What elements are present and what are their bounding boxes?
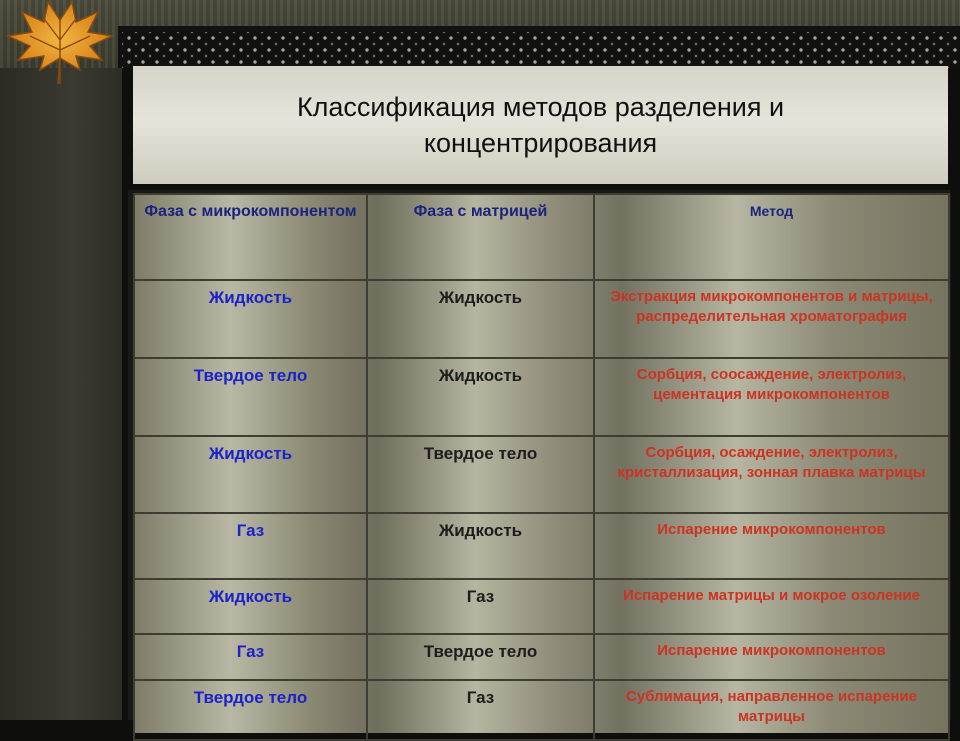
- cell-method: Экстракция микрокомпонентов и матрицы, распределительная хроматография: [594, 280, 949, 358]
- header-phase-micro: Фаза с микрокомпонентом: [134, 194, 367, 280]
- cell-phase-micro: Твердое тело: [134, 358, 367, 436]
- cell-phase-micro: Жидкость: [134, 436, 367, 513]
- cell-phase-matrix: Жидкость: [367, 358, 594, 436]
- cell-method: Сорбция, соосаждение, электролиз, цементация микрокомпонентов: [594, 358, 949, 436]
- cell-method: Сублимация, направленное испарение матрицы: [594, 680, 949, 740]
- cell-phase-matrix: Газ: [367, 680, 594, 740]
- cell-phase-matrix: Газ: [367, 579, 594, 634]
- table-row: [134, 513, 949, 579]
- table-row: [134, 358, 949, 436]
- cell-method: Испарение микрокомпонентов: [594, 513, 949, 579]
- autumn-leaf-icon: [0, 0, 120, 90]
- cell-phase-micro: Газ: [134, 513, 367, 579]
- table-row: [134, 436, 949, 513]
- cell-phase-micro: Жидкость: [134, 579, 367, 634]
- header-method: Метод: [594, 194, 949, 280]
- cell-phase-micro: Твердое тело: [134, 680, 367, 740]
- cell-method: Сорбция, осаждение, электролиз, кристаллизация, зонная плавка матрицы: [594, 436, 949, 513]
- table-header-row: [134, 194, 949, 280]
- header-phase-matrix: Фаза с матрицей: [367, 194, 594, 280]
- cell-method: Испарение матрицы и мокрое озоление: [594, 579, 949, 634]
- table-row: [134, 634, 949, 680]
- title-area: [133, 66, 948, 184]
- table-row: [134, 280, 949, 358]
- slide-title: Классификация методов разделения и концентрирования: [296, 91, 785, 158]
- cell-method: Испарение микрокомпонентов: [594, 634, 949, 680]
- cell-phase-micro: Жидкость: [134, 280, 367, 358]
- cell-phase-matrix: Жидкость: [367, 280, 594, 358]
- cell-phase-micro: Газ: [134, 634, 367, 680]
- cell-phase-matrix: Твердое тело: [367, 634, 594, 680]
- cell-phase-matrix: Жидкость: [367, 513, 594, 579]
- table-row: [134, 579, 949, 634]
- methods-table: [133, 193, 950, 741]
- table-row: [134, 680, 949, 740]
- cell-phase-matrix: Твердое тело: [367, 436, 594, 513]
- left-decor-panel: [0, 0, 122, 720]
- ornament-strip: [122, 32, 960, 68]
